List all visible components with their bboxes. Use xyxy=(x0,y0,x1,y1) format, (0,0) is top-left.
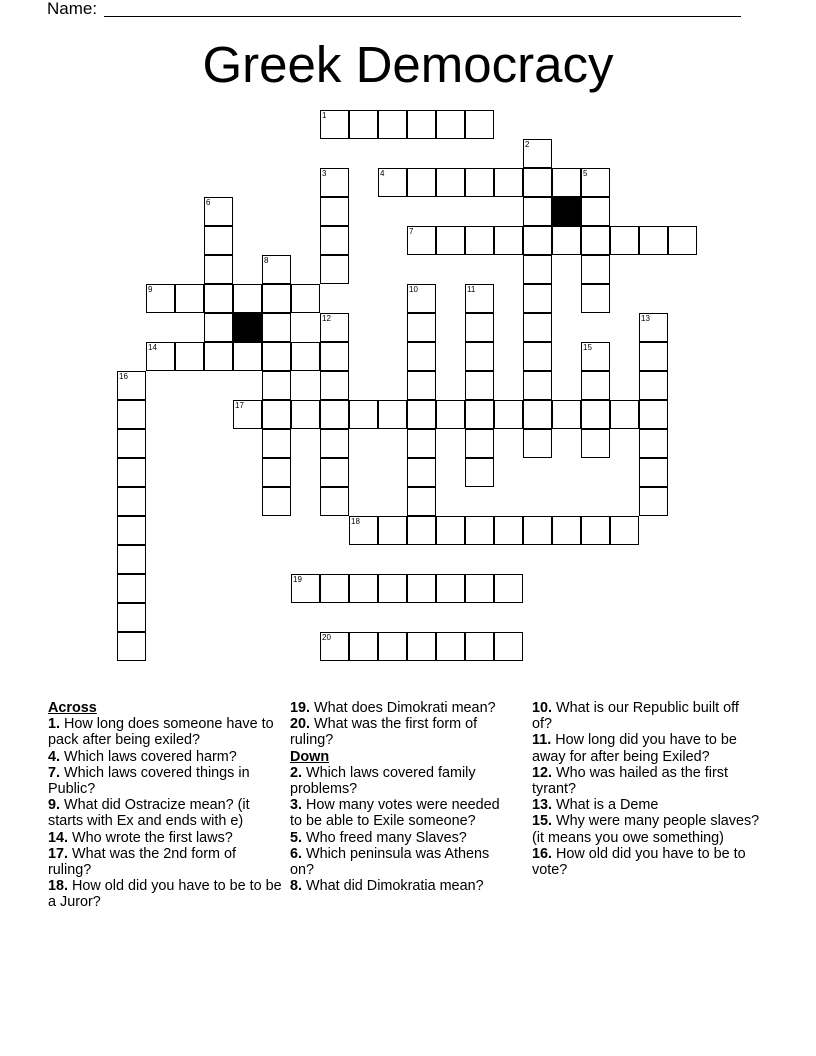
grid-cell[interactable] xyxy=(117,400,146,429)
clue-number: 10 xyxy=(409,285,418,294)
grid-cell[interactable] xyxy=(407,516,436,545)
grid-cell[interactable] xyxy=(639,342,668,371)
grid-cell[interactable] xyxy=(523,255,552,284)
grid-cell[interactable] xyxy=(117,545,146,574)
grid-cell[interactable] xyxy=(117,458,146,487)
clue-across-19: 19. What does Dimokrati mean? xyxy=(290,700,496,716)
grid-cell[interactable] xyxy=(552,516,581,545)
grid-cell[interactable] xyxy=(581,255,610,284)
grid-cell[interactable] xyxy=(639,371,668,400)
grid-cell[interactable] xyxy=(175,284,204,313)
grid-cell[interactable] xyxy=(581,371,610,400)
grid-cell[interactable] xyxy=(262,284,291,313)
grid-cell[interactable] xyxy=(552,226,581,255)
grid-cell[interactable] xyxy=(465,458,494,487)
black-square xyxy=(552,197,581,226)
clue-down-3: 3. How many votes were needed to be able to Exile someone? xyxy=(290,797,500,830)
grid-cell[interactable] xyxy=(262,371,291,400)
grid-cell[interactable] xyxy=(320,226,349,255)
clue-across-17: 17. What was the 2nd form of ruling? xyxy=(48,845,236,879)
grid-cell[interactable] xyxy=(233,400,262,429)
grid-cell[interactable] xyxy=(320,632,349,661)
grid-cell[interactable] xyxy=(407,168,436,197)
grid-cell[interactable] xyxy=(552,400,581,429)
clue-down-11: 11. How long did you have to be away for after being Exiled? xyxy=(532,732,737,765)
grid-cell[interactable] xyxy=(262,313,291,342)
grid-cell[interactable] xyxy=(523,284,552,313)
clue-down-2: 2. Which laws covered family problems? xyxy=(290,764,476,798)
grid-cell[interactable] xyxy=(407,342,436,371)
grid-cell[interactable] xyxy=(494,574,523,603)
clue-across-18: 18. How old did you have to be to be a Juror? xyxy=(48,878,282,911)
grid-cell[interactable] xyxy=(639,400,668,429)
clue-down-10: 10. What is our Republic built off of? xyxy=(532,700,739,733)
grid-cell[interactable] xyxy=(552,168,581,197)
grid-cell[interactable] xyxy=(117,487,146,516)
clue-number: 13 xyxy=(641,314,650,323)
grid-cell[interactable] xyxy=(291,342,320,371)
grid-cell[interactable] xyxy=(175,342,204,371)
grid-cell[interactable] xyxy=(639,458,668,487)
grid-cell[interactable] xyxy=(117,516,146,545)
grid-cell[interactable] xyxy=(436,110,465,139)
clue-number: 5 xyxy=(583,169,588,178)
grid-cell[interactable] xyxy=(291,284,320,313)
grid-cell[interactable] xyxy=(465,313,494,342)
grid-cell[interactable] xyxy=(378,574,407,603)
clue-number: 15 xyxy=(583,343,592,352)
clue-number: 16 xyxy=(119,372,128,381)
clue-across-20: 20. What was the first form of ruling? xyxy=(290,716,478,749)
grid-cell[interactable] xyxy=(204,255,233,284)
grid-cell[interactable] xyxy=(465,371,494,400)
across-heading: Across xyxy=(48,700,97,716)
grid-cell[interactable] xyxy=(262,400,291,429)
grid-cell[interactable] xyxy=(639,313,668,342)
grid-cell[interactable] xyxy=(465,516,494,545)
grid-cell[interactable] xyxy=(349,632,378,661)
grid-cell[interactable] xyxy=(407,371,436,400)
grid-cell[interactable] xyxy=(581,197,610,226)
grid-cell[interactable] xyxy=(436,168,465,197)
grid-cell[interactable] xyxy=(117,603,146,632)
grid-cell[interactable] xyxy=(581,429,610,458)
grid-cell[interactable] xyxy=(349,516,378,545)
clue-across-4: 4. Which laws covered harm? xyxy=(48,748,237,765)
grid-cell[interactable] xyxy=(494,400,523,429)
clues-column-2 xyxy=(290,700,512,894)
grid-cell[interactable] xyxy=(436,574,465,603)
clue-across-1: 1. How long does someone have to pack after being exiled? xyxy=(48,716,274,749)
clues-column-1 xyxy=(48,700,283,911)
grid-cell[interactable] xyxy=(320,110,349,139)
grid-cell[interactable] xyxy=(523,313,552,342)
grid-cell[interactable] xyxy=(349,400,378,429)
grid-cell[interactable] xyxy=(320,400,349,429)
grid-cell[interactable] xyxy=(233,284,262,313)
grid-cell[interactable] xyxy=(204,197,233,226)
grid-cell[interactable] xyxy=(146,284,175,313)
clue-down-15: 15. Why were many people slaves? (it means you owe something) xyxy=(532,813,760,846)
grid-cell[interactable] xyxy=(407,226,436,255)
grid-cell[interactable] xyxy=(465,110,494,139)
grid-cell[interactable] xyxy=(494,226,523,255)
grid-cell[interactable] xyxy=(291,574,320,603)
grid-cell[interactable] xyxy=(407,429,436,458)
clue-down-12: 12. Who was hailed as the first tyrant? xyxy=(532,764,728,798)
grid-cell[interactable] xyxy=(204,313,233,342)
grid-cell[interactable] xyxy=(407,632,436,661)
grid-cell[interactable] xyxy=(581,400,610,429)
grid-cell[interactable] xyxy=(320,458,349,487)
grid-cell[interactable] xyxy=(262,429,291,458)
clue-down-8: 8. What did Dimokratia mean? xyxy=(290,878,484,895)
grid-cell[interactable] xyxy=(378,400,407,429)
grid-cell[interactable] xyxy=(204,342,233,371)
grid-cell[interactable] xyxy=(465,226,494,255)
grid-cell[interactable] xyxy=(465,168,494,197)
grid-cell[interactable] xyxy=(320,371,349,400)
clue-number: 12 xyxy=(322,314,331,323)
grid-cell[interactable] xyxy=(262,255,291,284)
clue-down-6: 6. Which peninsula was Athens on? xyxy=(290,845,490,879)
grid-cell[interactable] xyxy=(465,400,494,429)
clue-across-9: 9. What did Ostracize mean? (it starts with Ex and ends with e) xyxy=(48,797,250,830)
grid-cell[interactable] xyxy=(262,342,291,371)
clue-number: 1 xyxy=(322,111,327,120)
grid-cell[interactable] xyxy=(233,342,262,371)
grid-cell[interactable] xyxy=(407,110,436,139)
grid-cell[interactable] xyxy=(378,632,407,661)
down-heading: Down xyxy=(290,748,330,765)
grid-cell[interactable] xyxy=(581,226,610,255)
grid-cell[interactable] xyxy=(639,487,668,516)
grid-cell[interactable] xyxy=(407,487,436,516)
grid-cell[interactable] xyxy=(523,371,552,400)
grid-cell[interactable] xyxy=(117,574,146,603)
grid-cell[interactable] xyxy=(581,342,610,371)
grid-cell[interactable] xyxy=(262,487,291,516)
grid-cell[interactable] xyxy=(407,574,436,603)
clue-number: 11 xyxy=(467,285,476,294)
clue-number: 14 xyxy=(148,343,157,352)
grid-cell[interactable] xyxy=(639,226,668,255)
grid-cell[interactable] xyxy=(610,226,639,255)
grid-cell[interactable] xyxy=(349,110,378,139)
clue-number: 2 xyxy=(525,140,530,149)
grid-cell[interactable] xyxy=(407,458,436,487)
grid-cell[interactable] xyxy=(523,197,552,226)
grid-cell[interactable] xyxy=(407,400,436,429)
grid-cell[interactable] xyxy=(494,168,523,197)
grid-cell[interactable] xyxy=(378,110,407,139)
grid-cell[interactable] xyxy=(523,168,552,197)
name-label: Name: xyxy=(47,0,98,18)
black-square xyxy=(233,313,262,342)
clue-number: 9 xyxy=(148,285,153,294)
grid-cell[interactable] xyxy=(349,574,378,603)
grid-cell[interactable] xyxy=(465,429,494,458)
grid-cell[interactable] xyxy=(523,516,552,545)
grid-cell[interactable] xyxy=(436,516,465,545)
clue-number: 8 xyxy=(264,256,269,265)
grid-cell[interactable] xyxy=(320,255,349,284)
grid-cell[interactable] xyxy=(320,487,349,516)
grid-cell[interactable] xyxy=(639,429,668,458)
grid-cell[interactable] xyxy=(320,429,349,458)
grid-cell[interactable] xyxy=(291,400,320,429)
grid-cell[interactable] xyxy=(523,400,552,429)
clue-number: 18 xyxy=(351,517,360,526)
clues-column-3 xyxy=(532,700,762,878)
grid-cell[interactable] xyxy=(523,226,552,255)
grid-cell[interactable] xyxy=(494,516,523,545)
grid-cell[interactable] xyxy=(581,168,610,197)
grid-cell[interactable] xyxy=(436,632,465,661)
grid-cell[interactable] xyxy=(117,632,146,661)
grid-cell[interactable] xyxy=(320,197,349,226)
grid-cell[interactable] xyxy=(610,400,639,429)
grid-cell[interactable] xyxy=(465,632,494,661)
clue-number: 4 xyxy=(380,169,385,178)
clue-number: 7 xyxy=(409,227,414,236)
grid-cell[interactable] xyxy=(378,168,407,197)
clue-down-16: 16. How old did you have to be to vote? xyxy=(532,845,746,879)
grid-cell[interactable] xyxy=(668,226,697,255)
clue-across-14: 14. Who wrote the first laws? xyxy=(48,829,233,846)
grid-cell[interactable] xyxy=(494,632,523,661)
grid-cell[interactable] xyxy=(262,458,291,487)
clue-down-5: 5. Who freed many Slaves? xyxy=(290,829,467,846)
grid-cell[interactable] xyxy=(320,168,349,197)
clue-number: 3 xyxy=(322,169,327,178)
grid-cell[interactable] xyxy=(465,574,494,603)
clue-across-7: 7. Which laws covered things in Public? xyxy=(48,764,250,798)
grid-cell[interactable] xyxy=(407,284,436,313)
grid-cell[interactable] xyxy=(320,574,349,603)
grid-cell[interactable] xyxy=(117,429,146,458)
grid-cell[interactable] xyxy=(581,284,610,313)
grid-cell[interactable] xyxy=(610,516,639,545)
page-title: Greek Democracy xyxy=(202,36,614,93)
grid-cell[interactable] xyxy=(146,342,175,371)
grid-cell[interactable] xyxy=(581,516,610,545)
clue-number: 6 xyxy=(206,198,211,207)
grid-cell[interactable] xyxy=(204,284,233,313)
grid-cell[interactable] xyxy=(204,226,233,255)
grid-cell[interactable] xyxy=(436,400,465,429)
grid-cell[interactable] xyxy=(436,226,465,255)
grid-cell[interactable] xyxy=(465,342,494,371)
grid-cell[interactable] xyxy=(320,342,349,371)
grid-cell[interactable] xyxy=(523,342,552,371)
grid-cell[interactable] xyxy=(523,429,552,458)
grid-cell[interactable] xyxy=(320,313,349,342)
clue-number: 19 xyxy=(293,575,302,584)
grid-cell[interactable] xyxy=(378,516,407,545)
grid-cell[interactable] xyxy=(117,371,146,400)
clue-number: 20 xyxy=(322,633,331,642)
clue-down-13: 13. What is a Deme xyxy=(532,797,659,814)
grid-cell[interactable] xyxy=(523,139,552,168)
clue-number: 17 xyxy=(235,401,244,410)
grid-cell[interactable] xyxy=(465,284,494,313)
grid-cell[interactable] xyxy=(407,313,436,342)
